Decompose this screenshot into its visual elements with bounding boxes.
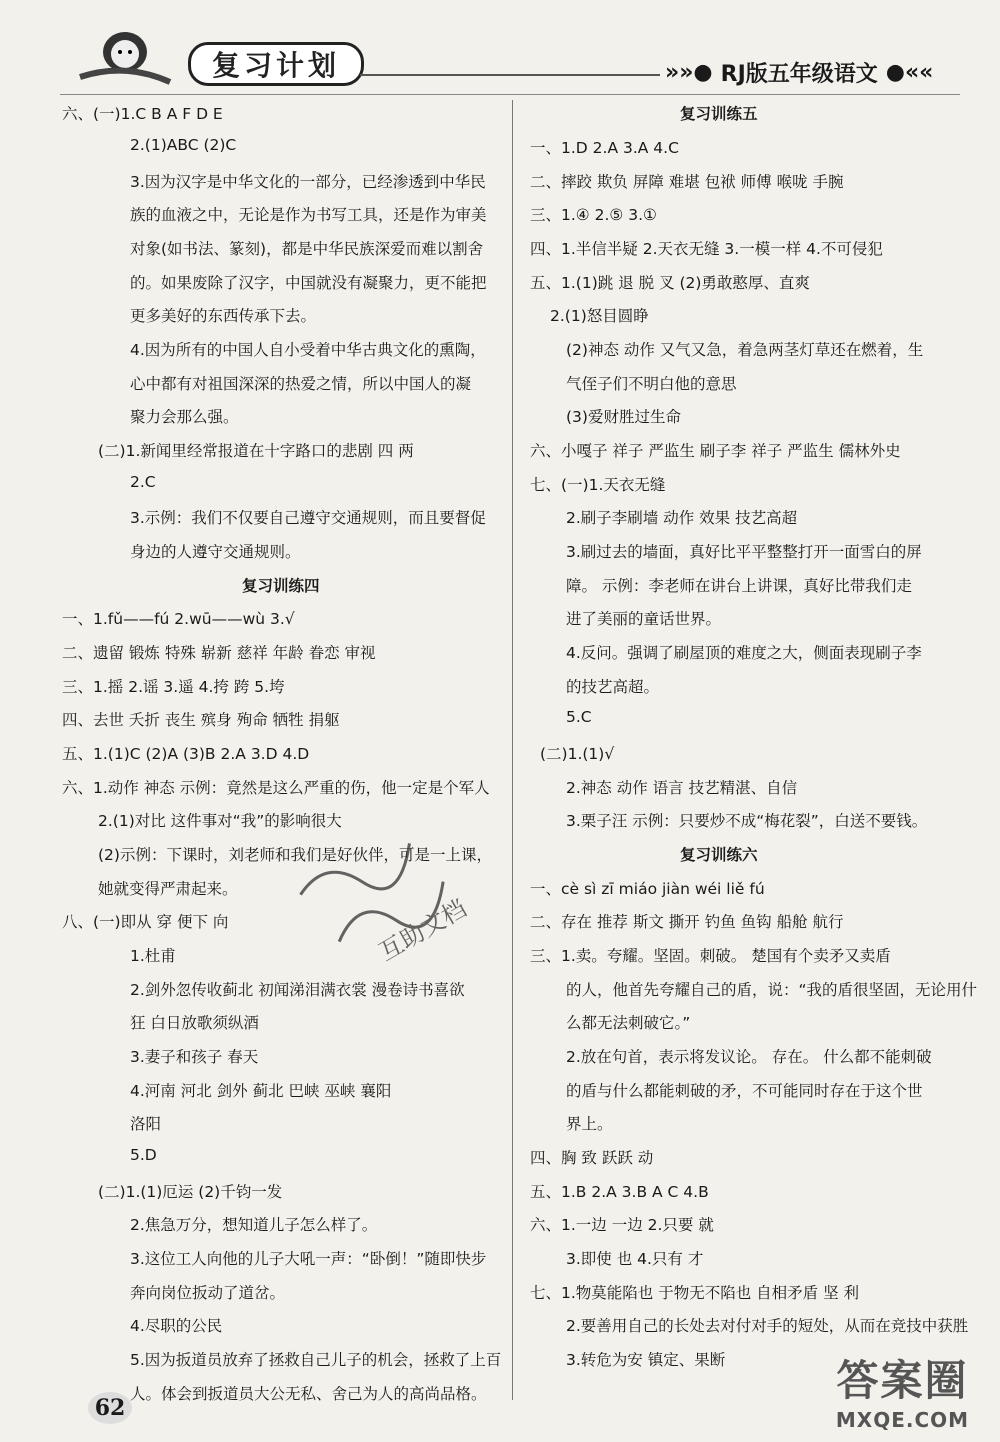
answer-line: 奔向岗位扳动了道岔。 xyxy=(130,1284,286,1302)
grade-label: RJ版五年级语文 xyxy=(720,61,878,87)
answer-line: (二)1.新闻里经常报道在十字路口的悲剧 四 两 xyxy=(98,442,414,460)
answer-line: (二)1.(1)√ xyxy=(540,745,615,763)
arrows-right-icon: »»● xyxy=(665,59,713,85)
section-title: 复习训练六 xyxy=(680,846,758,864)
column-divider xyxy=(512,100,513,1400)
answer-line: 5.C xyxy=(566,708,592,726)
answer-line: 五、1.(1)C (2)A (3)B 2.A 3.D 4.D xyxy=(62,745,310,763)
answer-line: 二、遗留 锻炼 特殊 崭新 慈祥 年龄 眷恋 审视 xyxy=(62,644,376,662)
answer-line: 五、1.(1)跳 退 脱 叉 (2)勇敢憨厚、直爽 xyxy=(530,274,810,292)
answer-line: 族的血液之中，无论是作为书写工具，还是作为审美 xyxy=(130,206,487,224)
answer-line: 么都无法刺破它。” xyxy=(566,1014,691,1032)
answer-line: (2)示例：下课时，刘老师和我们是好伙伴，可是一上课， xyxy=(98,846,492,864)
answer-line: 3.这位工人向他的儿子大吼一声：“卧倒！”随即快步 xyxy=(130,1250,487,1268)
grade-banner xyxy=(665,56,965,88)
answer-line: 的技艺高超。 xyxy=(566,678,660,696)
answer-line: 3.栗子汪 示例：只要炒不成“梅花裂”，白送不要钱。 xyxy=(566,812,928,830)
answer-line: 3.转危为安 镇定、果断 xyxy=(566,1351,726,1369)
page-number: 62 xyxy=(88,1392,132,1424)
section-title: 复习训练四 xyxy=(242,577,320,595)
answer-line: 2.刷子李刷墙 动作 效果 技艺高超 xyxy=(566,509,798,527)
answer-line: 3.因为汉字是中华文化的一部分，已经渗透到中华民 xyxy=(130,173,486,191)
answer-line: 狂 白日放歌须纵酒 xyxy=(130,1014,259,1032)
answer-line: 七、1.物莫能陷也 于物无不陷也 自相矛盾 坚 利 xyxy=(530,1284,859,1302)
answer-line: 一、1.D 2.A 3.A 4.C xyxy=(530,139,679,157)
answer-line: 四、胸 致 跃跃 动 xyxy=(530,1149,654,1167)
answer-line: 障。 示例：李老师在讲台上讲课，真好比带我们走 xyxy=(566,577,912,595)
answer-line: 六、1.一边 一边 2.只要 就 xyxy=(530,1216,714,1234)
answer-line: 更多美好的东西传承下去。 xyxy=(130,307,317,325)
answer-line: 六、(一)1.C B A F D E xyxy=(62,105,223,123)
answer-line: 2.(1)ABC (2)C xyxy=(130,136,237,154)
answer-line: (3)爱财胜过生命 xyxy=(566,408,681,426)
answer-line: 她就变得严肃起来。 xyxy=(98,880,238,898)
answer-line: 5.因为扳道员放弃了拯救自己儿子的机会，拯救了上百 xyxy=(130,1351,502,1369)
answer-line: 六、小嘎子 祥子 严监生 刷子李 祥子 严监生 儒林外史 xyxy=(530,442,901,460)
answer-line: 1.杜甫 xyxy=(130,947,176,965)
page-header xyxy=(0,0,1000,95)
header-bottom-rule xyxy=(60,94,960,95)
answer-line: 三、1.卖。夸耀。坚固。刺破。 楚国有个卖矛又卖盾 xyxy=(530,947,891,965)
answer-line: 2.焦急万分，想知道儿子怎么样了。 xyxy=(130,1216,378,1234)
answer-line: 一、1.fǔ——fú 2.wū——wù 3.√ xyxy=(62,610,295,628)
answer-line: 五、1.B 2.A 3.B A C 4.B xyxy=(530,1183,709,1201)
answer-line: 聚力会那么强。 xyxy=(130,408,239,426)
answer-line: 4.尽职的公民 xyxy=(130,1317,223,1335)
answer-line: 一、cè sì zī miáo jiàn wéi liě fú xyxy=(530,880,765,898)
answer-line: 对象(如书法、篆刻)，都是中华民族深爱而难以割舍 xyxy=(130,240,484,258)
answer-line: 洛阳 xyxy=(130,1115,162,1133)
answer-line: 七、(一)1.天衣无缝 xyxy=(530,476,666,494)
answer-line: 四、去世 夭折 丧生 殡身 殉命 牺牲 捐躯 xyxy=(62,711,340,729)
answer-line: 2.剑外忽传收蓟北 初闻涕泪满衣裳 漫卷诗书喜欲 xyxy=(130,981,465,999)
answer-line: 4.反问。强调了刷屋顶的难度之大，侧面表现刷子李 xyxy=(566,644,922,662)
answer-line: 六、1.动作 神态 示例：竟然是这么严重的伤，他一定是个军人 xyxy=(62,779,490,797)
answer-line: 人。体会到扳道员大公无私、舍己为人的高尚品格。 xyxy=(130,1385,487,1403)
answer-line: (二)1.(1)厄运 (2)千钧一发 xyxy=(98,1183,283,1201)
watermark-main: 答案圈 xyxy=(836,1356,969,1405)
answer-line: 进了美丽的童话世界。 xyxy=(566,610,722,628)
answer-line: 2.要善用自己的长处去对付对手的短处，从而在竞技中获胜 xyxy=(566,1317,969,1335)
answer-line: 4.因为所有的中国人自小受着中华古典文化的熏陶， xyxy=(130,341,486,359)
answer-line: 四、1.半信半疑 2.天衣无缝 3.一模一样 4.不可侵犯 xyxy=(530,240,883,258)
answer-line: 二、存在 推荐 斯文 撕开 钓鱼 鱼钩 船舱 航行 xyxy=(530,913,844,931)
section-title: 复习训练五 xyxy=(680,105,758,123)
watermark xyxy=(820,1348,985,1438)
answer-line: 4.河南 河北 剑外 蓟北 巴峡 巫峡 襄阳 xyxy=(130,1082,392,1100)
answer-line: 2.放在句首，表示将发议论。 存在。 什么都不能刺破 xyxy=(566,1048,932,1066)
answer-line: 2.(1)对比 这件事对“我”的影响很大 xyxy=(98,812,342,830)
answer-line: (2)神态 动作 又气又急，着急两茎灯草还在燃着，生 xyxy=(566,341,924,359)
answer-line: 界上。 xyxy=(566,1115,613,1133)
answer-line: 3.刷过去的墙面，真好比平平整整打开一面雪白的屏 xyxy=(566,543,922,561)
brand-logo: 复习计划 xyxy=(188,42,364,86)
answer-line: 气侄子们不明白他的意思 xyxy=(566,375,737,393)
answer-line: 的人，他首先夸耀自己的盾，说：“我的盾很坚固，无论用什 xyxy=(566,981,978,999)
answer-line: 3.示例：我们不仅要自己遵守交通规则，而且要督促 xyxy=(130,509,486,527)
answer-line: 身边的人遵守交通规则。 xyxy=(130,543,301,561)
answer-line: 二、摔跤 欺负 屏障 难堪 包袱 师傅 喉咙 手腕 xyxy=(530,173,844,191)
arrows-left-icon: ●«« xyxy=(885,59,934,85)
answer-line: 三、1.摇 2.谣 3.遥 4.挎 跨 5.垮 xyxy=(62,678,285,696)
answer-line: 的盾与什么都能刺破的矛，不可能同时存在于这个世 xyxy=(566,1082,923,1100)
mascot-icon xyxy=(70,22,180,92)
header-rule xyxy=(360,74,660,76)
svg-text:互助文档: 互助文档 xyxy=(374,894,472,967)
answer-line: 心中都有对祖国深深的热爱之情，所以中国人的凝 xyxy=(130,375,472,393)
answer-line: 2.(1)怒目圆睁 xyxy=(550,307,649,325)
answer-line: 八、(一)即从 穿 便下 向 xyxy=(62,913,229,931)
answer-line: 2.C xyxy=(130,473,156,491)
answer-line: 5.D xyxy=(130,1146,157,1164)
watermark-url: MXQE.COM xyxy=(835,1408,970,1432)
answer-line: 3.妻子和孩子 春天 xyxy=(130,1048,259,1066)
answer-line: 3.即使 也 4.只有 才 xyxy=(566,1250,704,1268)
answer-line: 的。如果废除了汉字，中国就没有凝聚力，更不能把 xyxy=(130,274,487,292)
answer-line: 2.神态 动作 语言 技艺精湛、自信 xyxy=(566,779,798,797)
answer-line: 三、1.④ 2.⑤ 3.① xyxy=(530,206,657,224)
